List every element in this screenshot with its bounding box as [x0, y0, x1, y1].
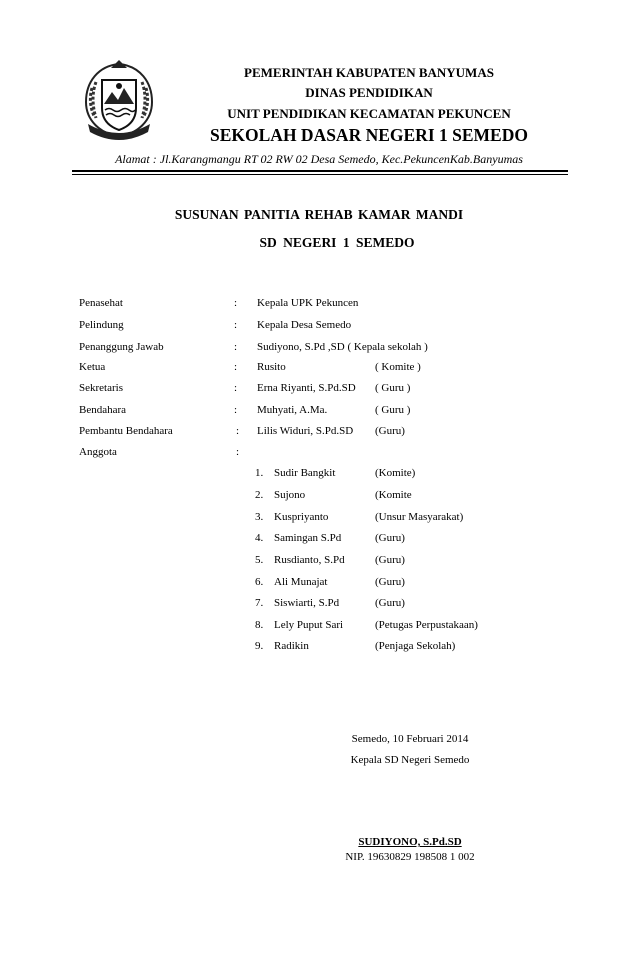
committee-person: Muhyati, A.Ma.: [257, 404, 328, 416]
committee-role: Sekretaris: [79, 382, 123, 394]
letterhead-divider-thick: [72, 170, 568, 172]
member-role: (Unsur Masyarakat): [375, 511, 464, 523]
committee-role: Penasehat: [79, 297, 123, 309]
member-name: Ali Munajat: [274, 576, 328, 588]
committee-note: (Guru): [375, 425, 405, 437]
member-number: 9.: [255, 640, 264, 652]
member-name: Samingan S.Pd: [274, 532, 342, 544]
member-name: Lely Puput Sari: [274, 619, 344, 631]
member-role: (Penjaga Sekolah): [375, 640, 456, 652]
member-role: (Guru): [375, 532, 405, 544]
member-role: (Guru): [375, 554, 405, 566]
committee-person: Lilis Widuri, S.Pd.SD: [257, 425, 354, 437]
member-item: [0, 489, 638, 505]
committee-row: [0, 319, 638, 335]
member-number: 1.: [255, 467, 264, 479]
letterhead-government: PEMERINTAH KABUPATEN BANYUMAS: [244, 65, 494, 80]
member-number: 4.: [255, 532, 264, 544]
document-subtitle: SD NEGERI 1 SEMEDO: [259, 235, 415, 250]
colon: :: [236, 446, 240, 458]
member-item: [0, 619, 638, 635]
member-name: Sujono: [274, 489, 306, 501]
committee-role: Penanggung Jawab: [79, 341, 164, 353]
committee-note: ( Komite ): [375, 361, 421, 373]
member-item: [0, 576, 638, 592]
committee-row: [0, 404, 638, 420]
member-item: [0, 467, 638, 483]
letterhead-address: Alamat : Jl.Karangmangu RT 02 RW 02 Desa Semedo, Kec.PekuncenKab.Banyumas: [115, 152, 523, 166]
committee-person: Sudiyono, S.Pd ,SD ( Kepala sekolah ): [257, 341, 428, 353]
member-name: Sudir Bangkit: [274, 467, 336, 479]
committee-person: Kepala Desa Semedo: [257, 319, 352, 331]
member-role: (Petugas Perpustakaan): [375, 619, 478, 631]
member-item: [0, 511, 638, 527]
member-name: Siswiarti, S.Pd: [274, 597, 340, 609]
committee-note: ( Guru ): [375, 382, 411, 394]
signature-place-date: Semedo, 10 Februari 2014: [351, 733, 469, 745]
colon: :: [236, 425, 240, 437]
signature-name: SUDIYONO, S.Pd.SD: [358, 836, 462, 848]
letterhead-school-name: SEKOLAH DASAR NEGERI 1 SEMEDO: [210, 125, 528, 145]
member-name: Radikin: [274, 640, 309, 652]
letterhead-divider-thin: [72, 174, 568, 175]
signature-nip: NIP. 19630829 198508 1 002: [345, 851, 475, 863]
member-number: 6.: [255, 576, 264, 588]
document-title: SUSUNAN PANITIA REHAB KAMAR MANDI: [174, 207, 464, 222]
colon: :: [234, 297, 238, 309]
member-item: [0, 532, 638, 548]
committee-person: Erna Riyanti, S.Pd.SD: [257, 382, 356, 394]
committee-note: ( Guru ): [375, 404, 411, 416]
committee-row: [0, 361, 638, 377]
committee-role: Ketua: [79, 361, 106, 373]
letterhead-unit: UNIT PENDIDIKAN KECAMATAN PEKUNCEN: [227, 106, 511, 121]
member-number: 7.: [255, 597, 264, 609]
colon: :: [234, 319, 238, 331]
committee-row: [0, 297, 638, 313]
member-number: 8.: [255, 619, 264, 631]
committee-person: Rusito: [257, 361, 286, 373]
member-role: (Guru): [375, 597, 405, 609]
committee-person: Kepala UPK Pekuncen: [257, 297, 359, 309]
member-item: [0, 597, 638, 613]
colon: :: [234, 341, 238, 353]
member-item: [0, 554, 638, 570]
committee-row: [0, 341, 638, 357]
member-number: 3.: [255, 511, 264, 523]
colon: :: [234, 361, 238, 373]
member-role: (Komite: [375, 489, 412, 501]
member-name: Rusdianto, S.Pd: [274, 554, 345, 566]
committee-row: [0, 382, 638, 398]
committee-row: [0, 425, 638, 441]
committee-role: Pelindung: [79, 319, 124, 331]
colon: :: [234, 404, 238, 416]
member-number: 5.: [255, 554, 264, 566]
member-role: (Guru): [375, 576, 405, 588]
member-role: (Komite): [375, 467, 416, 479]
committee-role: Bendahara: [79, 404, 127, 416]
member-item: [0, 640, 638, 656]
member-number: 2.: [255, 489, 264, 501]
signature-position: Kepala SD Negeri Semedo: [350, 754, 470, 766]
committee-row: [0, 446, 638, 462]
member-name: Kuspriyanto: [274, 511, 329, 523]
colon: :: [234, 382, 238, 394]
committee-role: Pembantu Bendahara: [79, 425, 173, 437]
letterhead-office: DINAS PENDIDIKAN: [305, 85, 433, 100]
committee-role: Anggota: [79, 446, 117, 458]
